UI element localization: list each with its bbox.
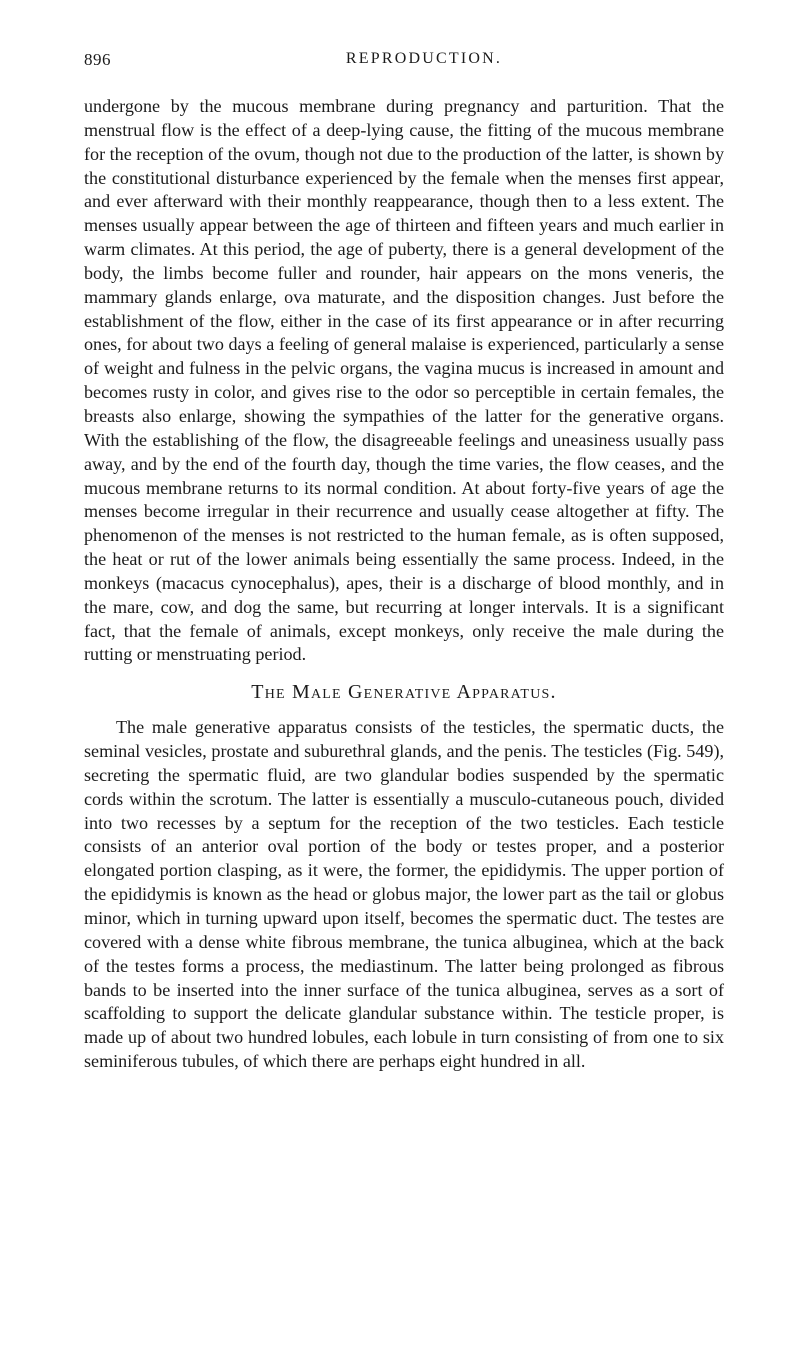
running-title: REPRODUCTION. xyxy=(345,50,503,67)
paragraph-male-apparatus: The male generative apparatus consists of the testicles, the spermatic ducts, the seminal vesicles, prostate and suburethral glands, and the penis. The testicles (Fig. 549), secreting the spermatic fluid, are two glandular bodies suspended by the spermatic cords within the scrotum. The latter is essentially a musculo-cutaneous pouch, divided into two recesses by a septum for the reception of the two testicles. Each testicle consists of an anterior oval portion of the body or testes proper, and a posterior elongated portion clasping, as it were, the former, the epididymis. The upper portion of the epididymis is known as the head or globus major, the lower part as the tail or globus minor, which in turning upward upon itself, becomes the spermatic duct. The testes are covered with a dense white fibrous membrane, the tunica albuginea, which at the back of the testes forms a process, the mediastinum. The latter being prolonged as fibrous bands to be inserted into the inner surface of the tunica albuginea, serves as a sort of scaffolding to support the delicate glandular substance within. The testicle proper, is made up of about two hundred lobules, each lobule in turn consisting of from one to six seminiferous tubules, of which there are perhaps eight hundred in all. xyxy=(84,717,724,1072)
body-text xyxy=(84,95,724,1074)
section-heading: The Male Generative Apparatus. xyxy=(251,681,557,704)
paragraph-continued: undergone by the mucous membrane during pregnancy and parturition. That the menstrual flow is the effect of a deep-lying cause, the fitting of the mucous membrane for the reception of the ovum, though not due to the production of the latter, is shown by the constitutional disturbance experienced by the female when the menses first appear, and ever afterward with their monthly reappearance, though then to a less extent. The menses usually appear between the age of thirteen and fifteen years and much earlier in warm climates. At this period, the age of puberty, there is a general development of the body, the limbs become fuller and rounder, hair appears on the mons veneris, the mammary glands enlarge, ova maturate, and the disposition changes. Just before the establishment of the flow, either in the case of its first appearance or in after recurring ones, for about two days a feeling of general malaise is experienced, particularly a sense of weight and fulness in the pelvic organs, the vagina mucus is increased in amount and becomes rusty in color, and gives rise to the odor so perceptible in certain females, the breasts also enlarge, showing the sympathies of the latter for the generative organs. With the establishing of the flow, the disagreeable feelings and uneasiness usually pass away, and by the end of the fourth day, though the time varies, the flow ceases, and the mucous membrane returns to its normal condition. At about forty-five years of age the menses become irregular in their recurrence and usually cease altogether at fifty. The phenomenon of the menses is not restricted to the human female, as is often supposed, the heat or rut of the lower animals being essentially the same process. Indeed, in the monkeys (macacus cynocephalus), apes, their is a discharge of blood monthly, and in the mare, cow, and dog the same, but recurring at longer intervals. It is a significant fact, that the female of animals, except monkeys, only receive the male during the rutting or menstruating period. xyxy=(84,96,724,665)
running-head xyxy=(84,50,724,76)
page-number: 896 xyxy=(84,50,111,69)
